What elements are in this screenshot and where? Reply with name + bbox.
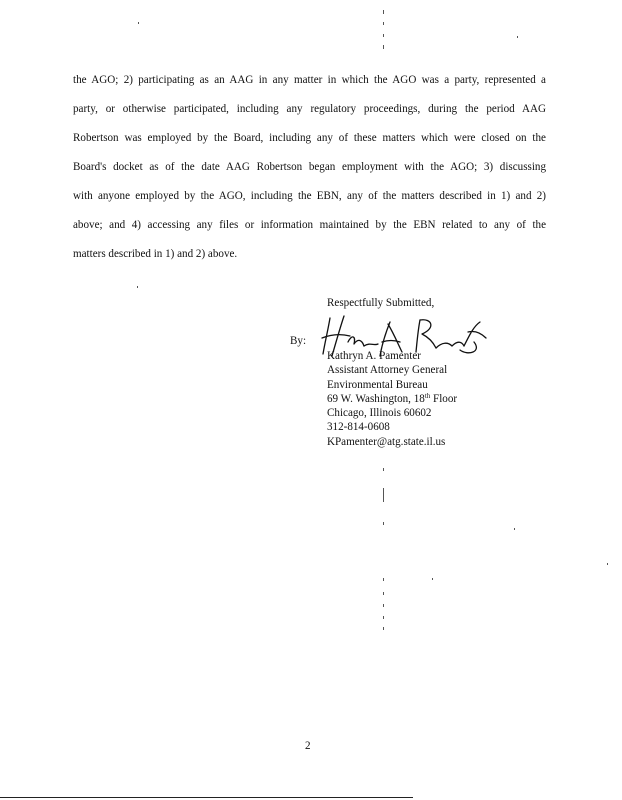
scan-speck (383, 522, 384, 525)
scan-speck (383, 604, 384, 607)
scan-speck (383, 488, 384, 502)
body-line: Robertson was employed by the Board, including any of these matters which were closed on the (73, 132, 546, 144)
scan-speck (514, 528, 515, 530)
body-line: above; and 4) accessing any files or information maintained by the EBN related to any of the (73, 219, 546, 231)
footer-rule (0, 797, 413, 798)
scan-speck (432, 578, 433, 580)
scan-speck (383, 616, 384, 619)
scan-speck (383, 578, 384, 581)
scan-speck (383, 592, 384, 595)
street-suffix: Floor (430, 392, 458, 405)
body-line: party, or otherwise participated, including any regulatory proceedings, during the period AAG (73, 103, 546, 115)
scan-speck (137, 286, 138, 288)
scan-speck (607, 563, 608, 565)
scan-speck (383, 22, 384, 25)
scan-speck (383, 34, 384, 37)
street-sup: th (424, 391, 431, 400)
scan-speck (383, 45, 384, 49)
scan-speck (517, 36, 518, 38)
signer-phone: 312-814-0608 (327, 421, 390, 434)
body-line: the AGO; 2) participating as an AAG in any matter in which the AGO was a party, represented a (73, 74, 546, 86)
scan-speck (383, 10, 384, 14)
closing-salutation: Respectfully Submitted, (327, 297, 435, 309)
signer-title: Assistant Attorney General (327, 364, 448, 377)
page-number: 2 (305, 740, 311, 752)
body-paragraph (73, 66, 546, 269)
body-line: matters described in 1) and 2) above. (73, 248, 238, 260)
scan-speck (138, 22, 139, 24)
signer-email: KPamenter@atg.state.il.us (327, 435, 446, 448)
scan-speck (383, 468, 384, 471)
signature-address-block (327, 349, 457, 449)
body-line: with anyone employed by the AGO, including the EBN, any of the matters described in 1) and 2) (73, 190, 546, 202)
body-line: Board's docket as of the date AAG Robertson began employment with the AGO; 3) discussing (73, 161, 546, 173)
scan-speck (383, 627, 384, 630)
signer-street (327, 392, 457, 406)
by-label: By: (290, 335, 307, 347)
signer-bureau: Environmental Bureau (327, 378, 428, 391)
signer-city: Chicago, Illinois 60602 (327, 407, 432, 420)
street-prefix: 69 W. Washington, 18 (327, 392, 425, 405)
signer-name: Kathryn A. Pamenter (327, 350, 421, 362)
